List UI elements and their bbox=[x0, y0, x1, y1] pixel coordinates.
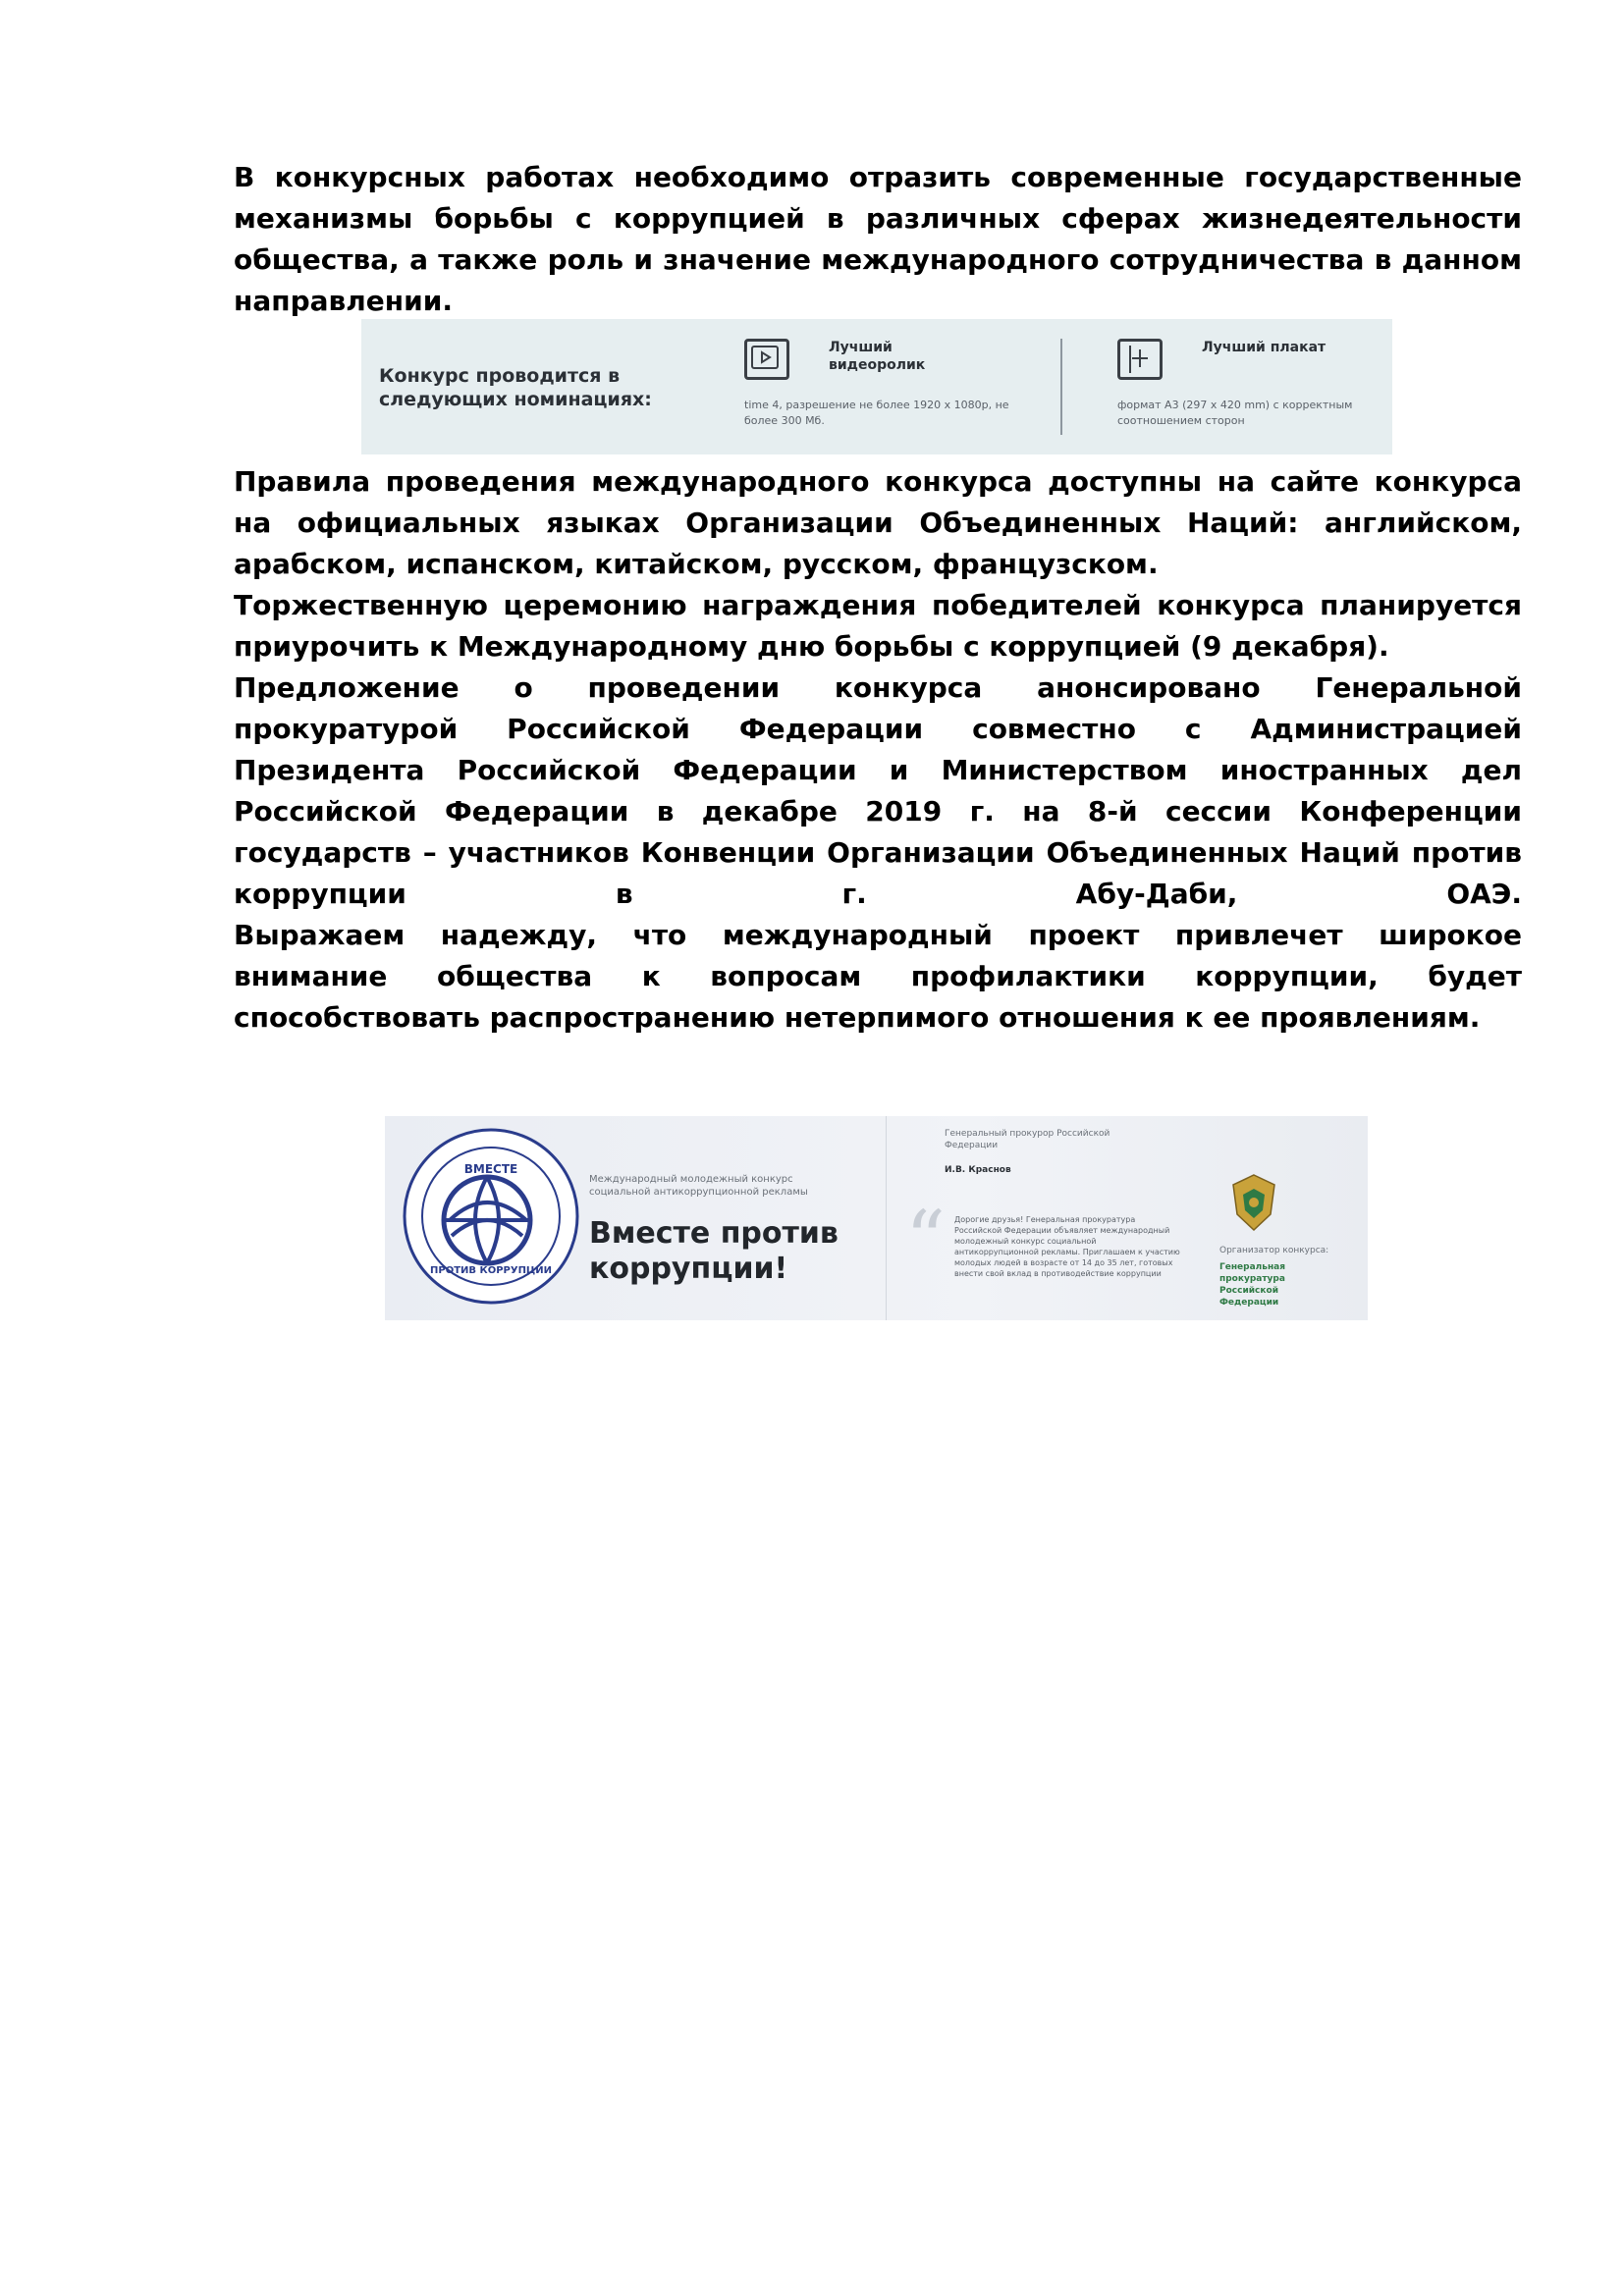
paragraph-4: Предложение о проведении конкурса анонсировано Генеральной прокуратурой Российской Федерации совместно с Администрацией Президента Российской Федерации и Министерством иностранных дел Российской Федерации в декабре 2019 г. на 8-й сессии Конференции государств – участников Конвенции Организации Объединенных Наций против коррупции в г. Абу-Даби, ОАЭ. bbox=[234, 671, 1522, 910]
prosecutor-name: И.В. Краснов bbox=[945, 1165, 1011, 1175]
organizer-name: Генеральная прокуратура Российской Федерации bbox=[1219, 1262, 1286, 1308]
nomination-poster-description: формат A3 (297 x 420 mm) с корректным соотношением сторон bbox=[1117, 399, 1353, 427]
poster-icon bbox=[1117, 339, 1163, 380]
nominations-title: Конкурс проводится в следующих номинациях: bbox=[379, 365, 652, 410]
contest-logo bbox=[401, 1126, 581, 1307]
paragraph-2: Правила проведения международного конкурса доступны на сайте конкурса на официальных языках Организации Объединенных Наций: английском, арабском, испанском, китайском, русском, французском. bbox=[234, 465, 1522, 580]
nomination-video-description: time 4, разрешение не более 1920 x 1080p, не более 300 Мб. bbox=[744, 399, 1009, 427]
nominations-banner bbox=[361, 319, 1392, 454]
paragraph-1 bbox=[234, 157, 1522, 322]
paragraph-1-text: В конкурсных работах необходимо отразить современные государственные механизмы борьбы с коррупцией в различных сферах жизнедеятельности общества, а также роль и значение международного сотрудничества в данном направлении. bbox=[234, 161, 1522, 317]
paragraph-3: Торжественную церемонию награждения победителей конкурса планируется приурочить к Международному дню борьбы с коррупцией (9 декабря). bbox=[234, 589, 1522, 663]
logo-text-bottom: ПРОТИВ КОРРУПЦИИ bbox=[430, 1265, 552, 1276]
prosecutor-role: Генеральный прокурор Российской Федерации bbox=[945, 1129, 1110, 1150]
contest-banner bbox=[385, 1116, 1368, 1320]
video-play-icon bbox=[744, 339, 789, 380]
emblem-icon bbox=[1225, 1169, 1282, 1238]
organizer-label: Организатор конкурса: bbox=[1219, 1246, 1329, 1255]
nomination-video-label: Лучший видеоролик bbox=[829, 340, 926, 373]
text-section-2 bbox=[234, 461, 1522, 1039]
paragraph-5: Выражаем надежду, что международный проект привлечет широкое внимание общества к вопросам профилактики коррупции, будет способствовать распространению нетерпимого отношения к ее проявлениям. bbox=[234, 919, 1522, 1034]
prosecutor-quote: Дорогие друзья! Генеральная прокуратура Российской Федерации объявляет международный молодежный конкурс социальной антикоррупционной рекламы. Приглашаем к участию молодых людей в возрасте от 14 до 35 лет, готовых внести свой вклад в противодействие коррупции bbox=[954, 1215, 1180, 1278]
quote-mark-icon: “ bbox=[905, 1194, 946, 1285]
contest-title: Вместе против коррупции! bbox=[589, 1216, 839, 1286]
nomination-poster-label: Лучший плакат bbox=[1202, 340, 1326, 355]
logo-text-top: ВМЕСТЕ bbox=[463, 1162, 518, 1176]
nominations-divider bbox=[1060, 339, 1062, 435]
contest-subtitle: Международный молодежный конкурс социальной антикоррупционной рекламы bbox=[589, 1174, 808, 1198]
contest-divider bbox=[886, 1116, 887, 1320]
